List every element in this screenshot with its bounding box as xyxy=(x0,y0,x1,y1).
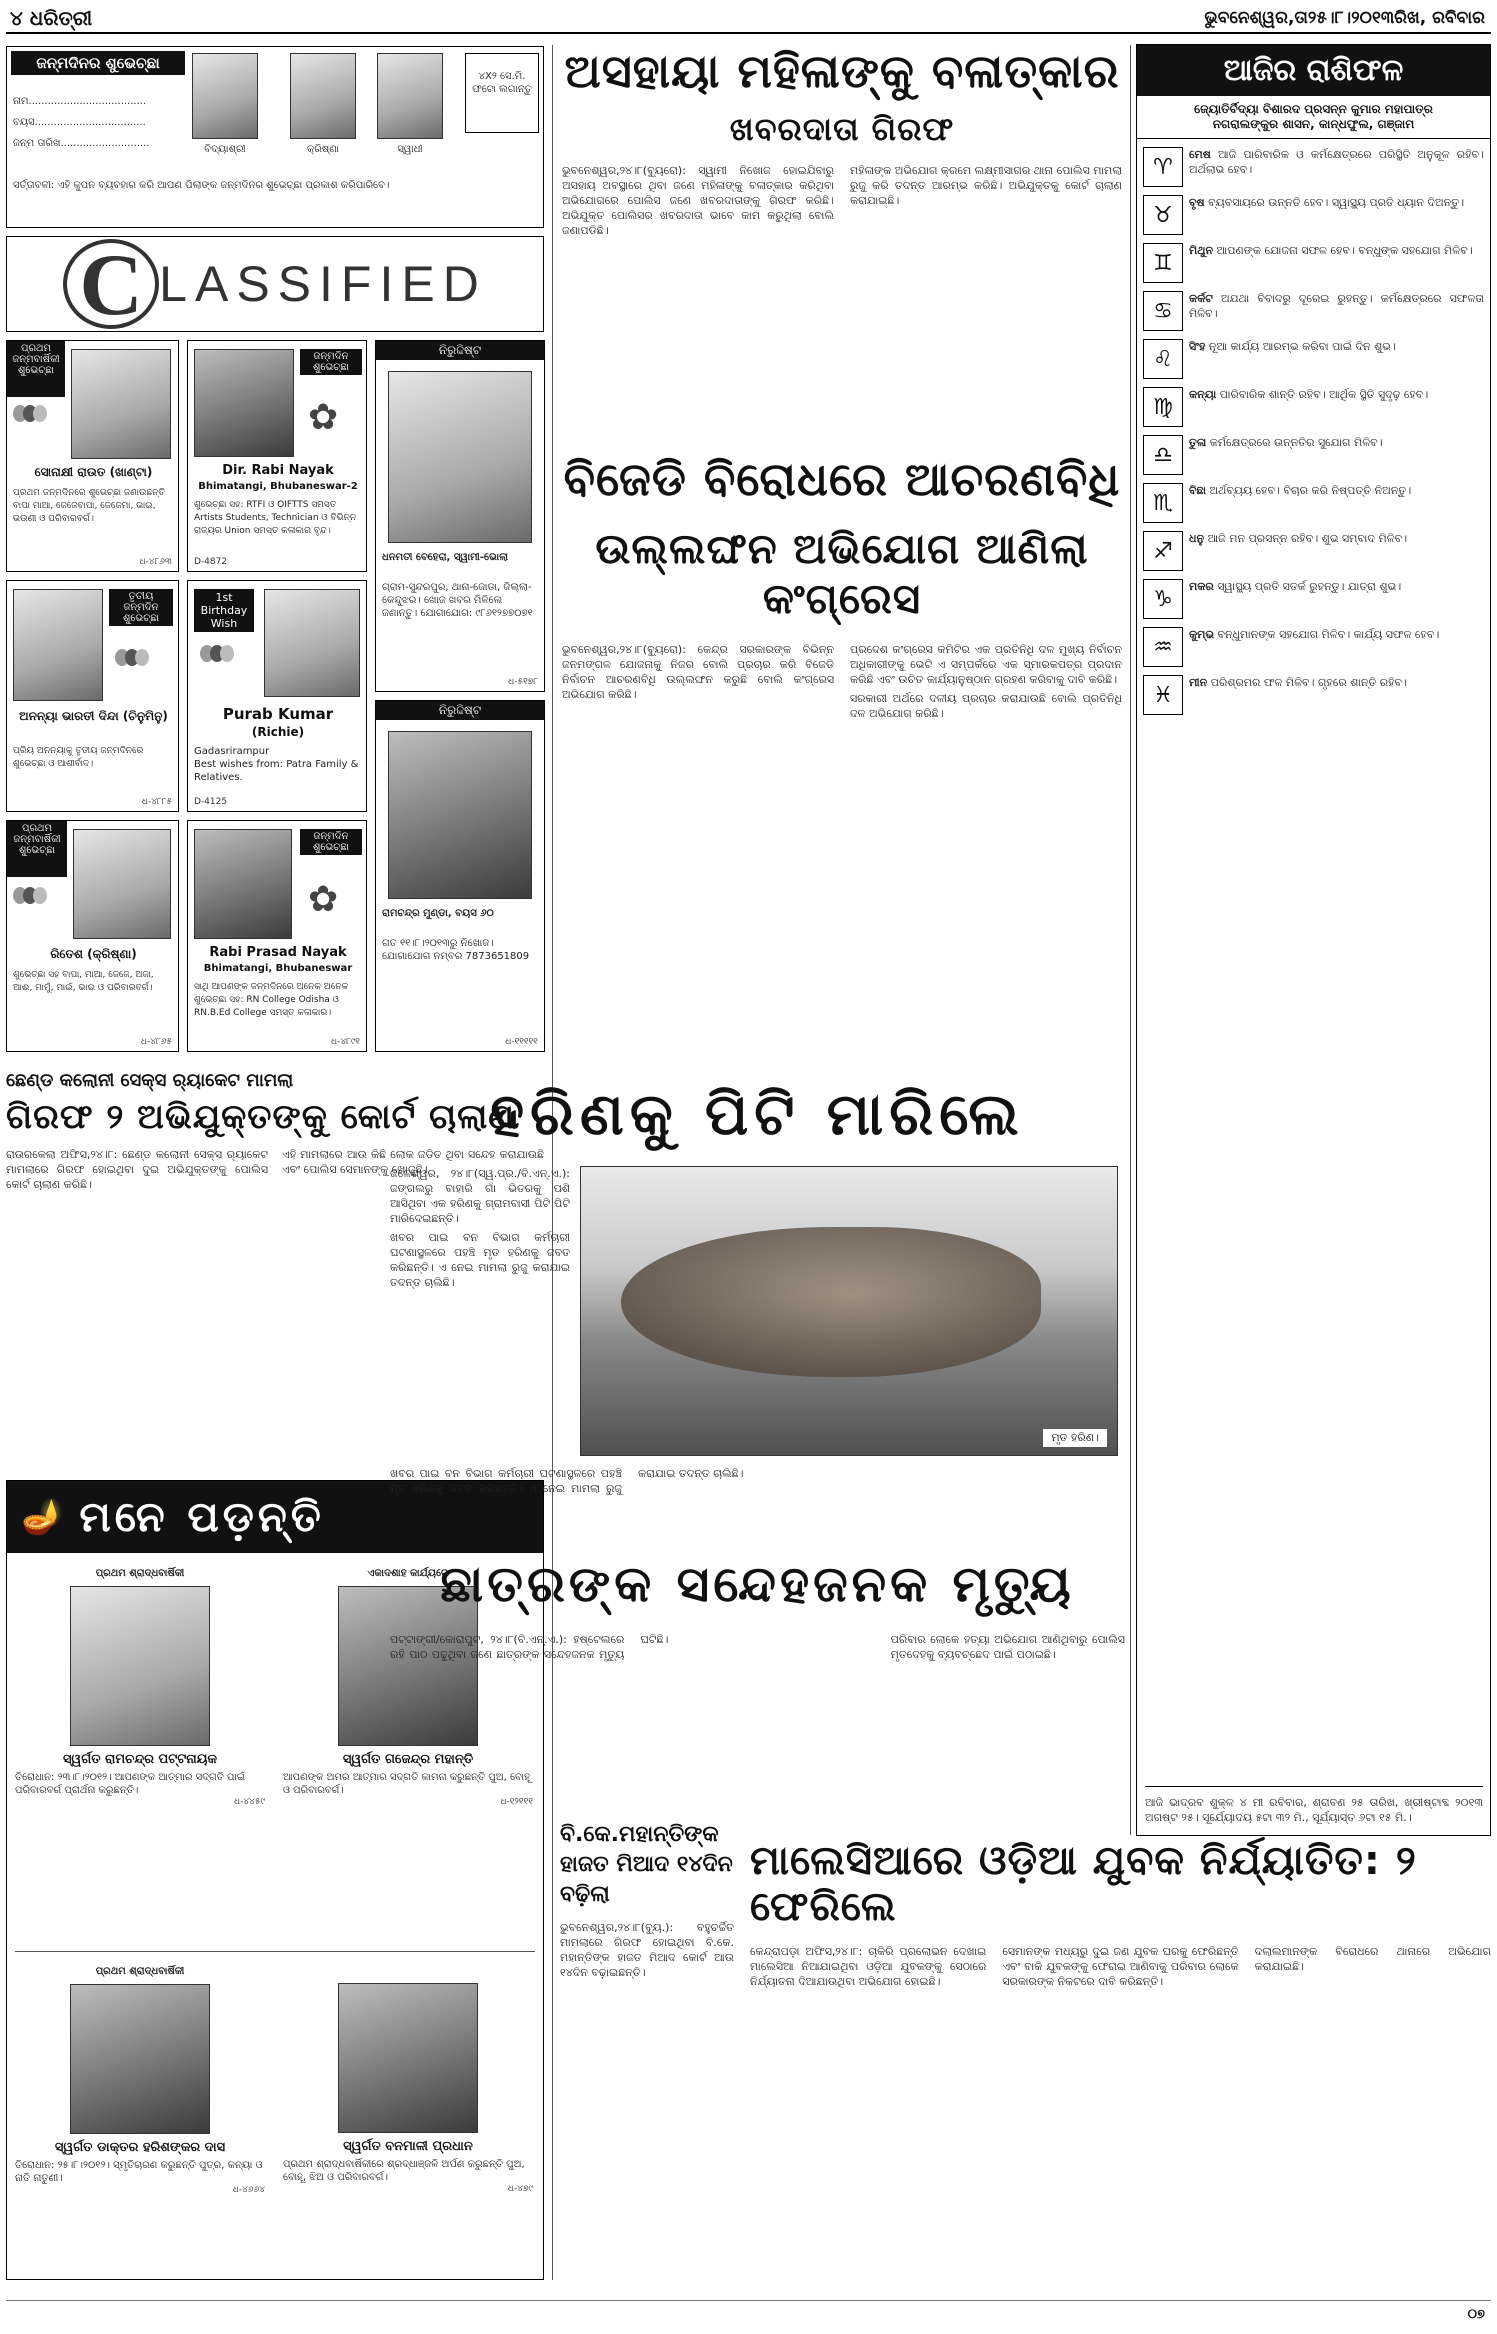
memorial-title: ମନେ ପଡ଼ନ୍ତି xyxy=(79,1492,325,1541)
balloons xyxy=(13,405,43,426)
ad-tag: ତୃତୀୟ ଜନ୍ମଦିନ ଶୁଭେଚ୍ଛା xyxy=(109,589,173,626)
ad-code: ଧ-୪୮୬୫ xyxy=(140,1037,172,1047)
birthday-form-fields xyxy=(13,87,183,158)
ad-sub: Bhimatangi, Bhubaneswar-2 xyxy=(198,481,358,492)
bjd-paragraph: ପ୍ରଦେଶ କଂଗ୍ରେସ କମିଟିର ଏକ ପ୍ରତିନିଧି ଦଳ ମୁଖ୍ୟ ନିର୍ବାଚନ ଅଧିକାରୀଙ୍କୁ ଭେଟି ଏ ସମ୍ପର୍କରେ ଏକ ସ୍ମାରକପତ୍ର ପ୍ରଦାନ କରିଛି ଏବଂ ଉଚିତ କାର୍ଯ୍ୟାନୁଷ୍ଠାନ ଗ୍ରହଣ କରିବାକୁ ଦାବି କରିଛି। xyxy=(850,643,1122,686)
rape-article xyxy=(562,44,1122,464)
gang-paragraph: ଏହି ମାମଲାରେ ଆଉ କିଛି ଲୋକ ଜଡିତ ଥିବା ସନ୍ଦେହ କରାଯାଉଛି ଏବଂ ପୋଲିସ ସେମାନଙ୍କୁ ଖୋଜୁଛି। xyxy=(282,1148,544,1176)
rashi-name: ବିଛା xyxy=(1189,484,1206,497)
memorial-name: ସ୍ୱର୍ଗତ ବନମାଳୀ ପ୍ରଧାନ xyxy=(343,2139,473,2154)
ad-tag: 1st Birthday Wish xyxy=(194,589,254,632)
bjd-headline-line2: ଉଲ୍ଲଙ୍ଘନ ଅଭିଯୋଗ ଆଣିଲା କଂଗ୍ରେସ xyxy=(595,524,1089,623)
rashi-name: ବୃଷ xyxy=(1189,196,1205,209)
malaysia-headline: ମାଲେସିଆରେ ଓଡ଼ିଆ ଯୁବକ ନିର୍ଯ୍ୟାତିତ: ୨ ଫେରିଲେ xyxy=(750,1838,1417,1930)
memorial-tag: ପ୍ରଥମ ଶ୍ରାଦ୍ଧବାର୍ଷିକୀ xyxy=(95,1966,185,1977)
rashi-entry xyxy=(1143,627,1484,667)
rashi-entry xyxy=(1143,531,1484,571)
rashi-entry xyxy=(1143,195,1484,235)
ad-tag: ପ୍ରଥମ ଜନ୍ମବାର୍ଷିକୀ ଶୁଭେଚ୍ଛା xyxy=(7,821,67,877)
rashi-name: ମୀନ xyxy=(1189,676,1208,689)
sagittarius-icon: ♐ xyxy=(1143,531,1183,571)
missing-name: ରାମଚନ୍ଦ୍ର ମୁଣ୍ଡା, ବୟସ ୬୦ xyxy=(382,908,494,919)
memorial-photo xyxy=(70,1984,210,2134)
ad-code: D-4125 xyxy=(194,797,228,807)
rashifal-list xyxy=(1137,139,1490,731)
rashi-entry xyxy=(1143,291,1484,331)
memorial-tag: ଏକାଦଶାହ କାର୍ଯ୍ୟରେ xyxy=(367,1568,449,1579)
memorial-name: ସ୍ୱର୍ଗତ ଡାକ୍ତର ହରିଶଙ୍କର ଦାସ xyxy=(54,2140,226,2155)
ad-desc: ପ୍ରିୟ ଅନନ୍ୟାକୁ ତୃତୀୟ ଜନ୍ମଦିନରେ ଶୁଭେଚ୍ଛା ଓ ଆଶୀର୍ବାଦ। xyxy=(13,746,144,769)
missing-notice xyxy=(375,340,545,692)
classified-initial: C xyxy=(63,239,159,329)
ad-card xyxy=(187,580,367,812)
birthday-form xyxy=(6,46,544,228)
deer-paragraph: ଖବର ପାଇ ବନ ବିଭାଗ କର୍ମଚାରୀ ଘଟଣାସ୍ଥଳରେ ପହଞ୍ଚି ମୃତ ହରିଣକୁ ଜବତ କରିଛନ୍ତି। ଏ ନେଇ ମାମଲା ରୁଜୁ କରାଯାଇ ତଦନ୍ତ ଚାଲିଛି। xyxy=(390,1231,570,1289)
rashi-text: ବନ୍ଧୁମାନଙ୍କ ସହଯୋଗ ମିଳିବ। କାର୍ଯ୍ୟ ସଫଳ ହେବ। xyxy=(1217,628,1440,641)
cancer-icon: ♋ xyxy=(1143,291,1183,331)
ad-tag: ଜନ୍ମଦିନ ଶୁଭେଚ୍ଛା xyxy=(300,829,362,855)
rashi-name: ମିଥୁନ xyxy=(1189,244,1214,257)
rashi-name: ମେଷ xyxy=(1189,148,1211,161)
rashi-entry xyxy=(1143,387,1484,427)
rashi-text: ଆଜି ମନ ପ୍ରସନ୍ନ ରହିବ। ଶୁଭ ସମ୍ବାଦ ମିଳିବ। xyxy=(1207,532,1408,545)
ad-photo xyxy=(71,349,171,459)
memorial-desc: ତିରୋଧାନ: ୨୩।୮।୨୦୧୨। ଆପଣଙ୍କ ଆତ୍ମାର ସଦ୍‌ଗତି ପାଇଁ ପରିବାରବର୍ଗ ପ୍ରାର୍ଥନା କରୁଛନ୍ତି। xyxy=(15,1772,246,1796)
ad-card xyxy=(6,580,179,812)
classified-banner xyxy=(6,236,544,332)
rashi-name: କନ୍ୟା xyxy=(1189,388,1217,401)
bk-headline: ବି.କେ.ମହାନ୍ତିଙ୍କ ହାଜତ ମିଆଦ ୧୪ଦିନ ବଢ଼ିଲା xyxy=(560,1822,733,1907)
rashi-text: କର୍ମକ୍ଷେତ୍ରରେ ଉନ୍ନତିର ସୁଯୋଗ ମିଳିବ। xyxy=(1209,436,1383,449)
rashi-entry xyxy=(1143,243,1484,283)
bjd-paragraph: ସରକାରୀ ଅର୍ଥରେ ଦଳୀୟ ପ୍ରଚାର କରାଯାଉଛି ବୋଲି ପ୍ରତିନିଧି ଦଳ ଅଭିଯୋଗ କରିଛି। xyxy=(850,692,1122,720)
ad-photo xyxy=(13,589,103,701)
lamp-icon: 🪔 xyxy=(21,1497,64,1537)
memorial-name: ସ୍ୱର୍ଗତ ରାମଚନ୍ଦ୍ର ପଟ୍ଟନାୟକ xyxy=(62,1752,218,1767)
leo-icon: ♌ xyxy=(1143,339,1183,379)
missing-photo xyxy=(388,731,532,899)
rashifal-author: ଜ୍ୟୋତିର୍ବିଦ୍ୟା ବିଶାରଦ ପ୍ରସନ୍ନ କୁମାର ମହାପାତ୍ର xyxy=(1194,102,1433,116)
classified-title: LASSIFIED xyxy=(159,256,487,312)
ad-name: ସୋନାକ୍ଷୀ ରାଉତ (ଖାଣ୍ଟା) xyxy=(34,465,153,479)
page-footer xyxy=(6,2300,1491,2328)
ad-desc: Gadasrirampur Best wishes from: Patra Family & Relatives. xyxy=(194,746,359,783)
ad-desc: ଶୁଭେଚ୍ଛା ସହ ବାପା, ମାଆ, ଜେଜେ, ଅଜା, ଆଈ, ମାମୁଁ, ମାଇଁ, ଭାଇ ଓ ପରିବାରବର୍ଗ। xyxy=(13,970,154,993)
memorial-photo xyxy=(338,1983,478,2133)
ad-name: Dir. Rabi Nayak xyxy=(222,463,334,478)
student-headline: ଛାତ୍ରଙ୍କ ସନ୍ଦେହଜନକ ମୃତ୍ୟୁ xyxy=(440,1555,1075,1613)
ad-code: ଧ-୪୮୬୩ xyxy=(139,557,172,567)
ad-name: ଅନନ୍ୟା ଭାରତୀ ଦିନ୍ଦା (ଚିନୁମିନୁ) xyxy=(19,709,168,723)
missing-photo xyxy=(388,371,532,543)
balloons xyxy=(13,887,43,908)
bjd-paragraph: ଭୁବନେଶ୍ୱର,୨୪।୮(ବ୍ୟୁରୋ): କେନ୍ଦ୍ର ସରକାରଙ୍କ ବିଭିନ୍ନ ଜନମଙ୍ଗଳ ଯୋଜନାକୁ ନିଜର ବୋଲି ପ୍ରଚାର କରି ବିଜେଡି ନିର୍ବାଚନ ଆଚରଣବିଧି ଉଲ୍ଲଙ୍ଘନ କରୁଛି ବୋଲି କଂଗ୍ରେସ ଅଭିଯୋଗ କରିଛି। xyxy=(562,643,834,701)
ad-sub: (Richie) xyxy=(251,725,305,739)
ad-name: ରିତେଶ (କ୍ରିଷ୍ଣା) xyxy=(50,947,137,961)
rashi-text: ଅର୍ଥବ୍ୟୟ ହେବ। ବିଚାର କରି ନିଷ୍ପତ୍ତି ନିଅନ୍ତୁ। xyxy=(1209,484,1412,497)
memorial-code: ଧ-୪୪୫୯ xyxy=(234,1797,265,1807)
memorial-code: ଧ-୪୭୯ xyxy=(507,2184,533,2194)
bjd-headline-line1: ବିଜେଡି ବିରୋଧରେ ଆଚରଣବିଧି xyxy=(563,452,1121,506)
memorial-code: ଧ-୪୬୬୪ xyxy=(232,2185,265,2195)
ad-photo xyxy=(264,589,360,697)
ad-desc: ପ୍ରଥମ ଜନ୍ମଦିନରେ ଶୁଭେଚ୍ଛା ଜଣାଉଛନ୍ତି ବାପା ମାଆ, ଜେଜେବାପା, ଜେଜେମା, ଭାଇ, ଭଉଣୀ ଓ ପରିବାରବର୍ଗ। xyxy=(13,488,165,524)
rashi-text: ଆପଣଙ୍କ ଯୋଜନା ସଫଳ ହେବ। ବନ୍ଧୁଙ୍କ ସହଯୋଗ ମିଳିବ। xyxy=(1216,244,1473,257)
missing-desc: ଗ୍ରାମ-ସୁନ୍ଦରପୁର, ଥାନା-ଜୋଡା, ଜିଲ୍ଲା-କେନ୍ଦୁଝର। ଖୋଜ ଖବର ମିଳିଲେ ଜଣାନ୍ତୁ। ଯୋଗାଯୋଗ: ୯୮୬୧୨୭୭୦୭୧ xyxy=(382,582,533,619)
bjd-article xyxy=(562,452,1122,1052)
gang-paragraph: ରାଉରକେଲା ଅଫିସ,୨୪।୮: ଛେଣ୍ଡ କଲୋନୀ ସେକ୍ସ ର‍୍ୟାକେଟ ମାମଲାରେ ଗିରଫ ହୋଇଥିବା ଦୁଇ ଅଭିଯୁକ୍ତଙ୍କୁ ପୋଲିସ କୋର୍ଟ ଚାଲାଣ କରିଛି। xyxy=(6,1148,268,1191)
deer-photo xyxy=(580,1166,1118,1456)
aquarius-icon: ♒ xyxy=(1143,627,1183,667)
malaysia-paragraph: ଦଲାଲମାନଙ୍କ ବିରୋଧରେ ଥାନାରେ ଅଭିଯୋଗ କରାଯାଇଛି। xyxy=(1254,1945,1491,1973)
gang-kicker: ଛେଣ୍ଡ କଲୋନୀ ସେକ୍ସ ର‍୍ୟାକେଟ ମାମଲା xyxy=(6,1070,294,1091)
ad-card xyxy=(187,820,367,1052)
balloons xyxy=(115,649,145,670)
rashifal-title: ଆଜିର ରାଶିଫଳ xyxy=(1137,45,1490,96)
rashi-name: ମକର xyxy=(1189,580,1214,593)
balloons xyxy=(200,645,230,666)
memorial-name: ସ୍ୱର୍ଗତ ଗଜେନ୍ଦ୍ର ମହାନ୍ତି xyxy=(342,1752,474,1767)
deer-paragraph: ଜଳେଶ୍ୱର, ୨୪।୮(ସ୍ୱ.ପ୍ର./ବି.ଏନ୍‌.ଏ.): ଜଙ୍ଗଲରୁ ବାହାରି ଗାଁ ଭିତରକୁ ପଶି ଆସିଥିବା ଏକ ହରିଣକୁ ଗ୍ରାମବାସୀ ପିଟି ପିଟି ମାରିଦେଇଛନ୍ତି। xyxy=(390,1167,570,1225)
rashi-entry xyxy=(1143,579,1484,619)
ad-name: Purab Kumar xyxy=(222,705,334,723)
memorial-card xyxy=(15,1567,265,1807)
capricorn-icon: ♑ xyxy=(1143,579,1183,619)
rashi-entry xyxy=(1143,675,1484,715)
rape-subhead: ଖବରଦାତା ଗିରଫ xyxy=(729,110,955,148)
missing-code: ଧ-୫୧୭୮ xyxy=(508,677,538,687)
rape-paragraph: ମହିଳାଙ୍କ ଅଭିଯୋଗ କ୍ରମେ ଲକ୍ଷ୍ମୀସାଗର ଥାନା ପୋଲିସ ମାମଲା ରୁଜୁ କରି ତଦନ୍ତ ଆରମ୍ଭ କରିଛି। ଅଭିଯୁକ୍ତକୁ କୋର୍ଟ ଚାଲାଣ କରାଯାଇଛି। xyxy=(850,164,1122,207)
ad-name: Rabi Prasad Nayak xyxy=(209,945,347,960)
gang-headline: ଗିରଫ ୨ ଅଭିଯୁକ୍ତଙ୍କୁ କୋର୍ଟ ଚାଲାଣ xyxy=(6,1097,515,1137)
bk-article xyxy=(552,1820,742,2280)
kid-name: କ୍ରିଷ୍ଣା xyxy=(306,144,340,155)
rape-headline: ଅସହାୟା ମହିଳାଙ୍କୁ ବଳାତ୍କାର xyxy=(564,44,1120,98)
ad-tag: ଜନ୍ମଦିନ ଶୁଭେଚ୍ଛା xyxy=(300,349,362,375)
page-number: ୦୭ xyxy=(1467,2307,1485,2322)
birthdate-field[interactable]: ଜନ୍ମ ତାରିଖ............................ xyxy=(13,138,150,149)
flower-icon: ✿ xyxy=(308,397,339,438)
birthday-form-title: ଜନ୍ମଦିନର ଶୁଭେଚ୍ଛା xyxy=(11,51,185,75)
rashi-text: ପାରିବାରିକ ଶାନ୍ତି ରହିବ। ଆର୍ଥିକ ସ୍ଥିତି ସୁଦୃଢ଼ ହେବ। xyxy=(1219,388,1429,401)
ad-card xyxy=(6,820,179,1052)
missing-name: ଧନମତୀ ବେହେରା, ସ୍ୱାମୀ-ଭୋଲା xyxy=(382,552,509,563)
student-article xyxy=(390,1555,1125,1815)
kid-photo xyxy=(377,53,443,139)
flower-icon: ✿ xyxy=(308,879,339,920)
photo-size-note: ୪X୨ ସେ.ମି. ଫଟୋ ଲଗାନ୍ତୁ xyxy=(465,53,539,133)
rashi-text: ଆଜି ପାରିବାରିକ ଓ କର୍ମକ୍ଷେତ୍ରରେ ପରିସ୍ଥିତି ଅନୁକୂଳ ରହିବ। ଅର୍ଥଲାଭ ହେବ। xyxy=(1189,148,1485,176)
malaysia-article xyxy=(750,1838,1491,2278)
rashi-name: ସିଂହ xyxy=(1189,340,1206,353)
date-line: ଭୁବନେଶ୍ୱର,ତା୨୫।୮।୨୦୧୩ରିଖ, ରବିବାର xyxy=(1204,8,1485,28)
rashifal-place: ନଗରାଲଙ୍କୁର ଶାସନ, କାନ୍ଧଫୁଲ, ଗଞ୍ଜାମ xyxy=(1137,117,1490,139)
panjika-text: ଆଜି ଭାଦ୍ରବ ଶୁକ୍ଳ ୪ ମୀ ରବିବାର, ଶ୍ରାବଣ ୨୫ ତାରିଖ, ଖ୍ରୀଷ୍ଟାବ୍ଦ ୨୦୧୩ ଅଗଷ୍ଟ ୨୫। ସୂର୍ଯ୍ୟୋଦୟ ୫ଟା ୩୨ ମି., ସୂର୍ଯ୍ୟାସ୍ତ ୬ଟା ୧୫ ମି.। xyxy=(1145,1786,1483,1825)
ad-code: ଧ-୪୮୮୫ xyxy=(141,797,172,807)
rashi-text: ପରିଶ୍ରମର ଫଳ ମିଳିବ। ଗୃହରେ ଶାନ୍ତି ରହିବ। xyxy=(1210,676,1408,689)
ad-desc: ସାଥି ଆପଣଙ୍କ ଜନ୍ମଦିନରେ ଅନେକ ଅନେକ ଶୁଭେଚ୍ଛା ସହ: RN College Odisha ଓ RN.B.Ed College ସମସ୍ତ କଳାକାର। xyxy=(194,982,349,1018)
rashi-text: ବ୍ୟବସାୟରେ ଉନ୍ନତି ହେବ। ସ୍ୱାସ୍ଥ୍ୟ ପ୍ରତି ଧ୍ୟାନ ଦିଅନ୍ତୁ। xyxy=(1208,196,1465,209)
ad-photo xyxy=(194,349,294,457)
ad-photo xyxy=(194,829,292,939)
malaysia-paragraph: କେନ୍ଦ୍ରାପଡ଼ା ଅଫିସ,୨୪।୮: ଚାକିରି ପ୍ରଲୋଭନ ଦେଖାଇ ମାଲେସିଆ ନିଆଯାଇଥିବା ଓଡ଼ିଆ ଯୁବକଙ୍କୁ ସେଠାରେ ନିର୍ଯ୍ୟାତନା ଦିଆଯାଉଥିବା ଅଭିଯୋଗ ହୋଇଛି। xyxy=(750,1945,987,1988)
ad-code: D-4872 xyxy=(194,557,228,567)
kid-photo xyxy=(290,53,356,139)
ad-desc: ଶୁଭେଚ୍ଛା ସହ: RTFI ଓ OIFTTS ସମସ୍ତ Artists Students, Technician ଓ ବିଭିନ୍ନ ରାଜ୍ୟର Union ସମସ୍ତ କଳାକାର ବୃନ୍ଦ। xyxy=(194,500,357,536)
kid-photo xyxy=(192,53,258,139)
memorial-desc: ତିରୋଧାନ: ୨୫।୮।୨୦୧୨। ସ୍ମୃତିଚାରଣ କରୁଛନ୍ତି ପୁତ୍ର, କନ୍ୟା ଓ ନାତି ନାତୁଣୀ। xyxy=(15,2160,263,2184)
rashi-name: କର୍କଟ xyxy=(1189,292,1213,305)
deer-paragraph: ଖବର ପାଇ ବନ ବିଭାଗ କର୍ମଚାରୀ ଘଟଣାସ୍ଥଳରେ ପହଞ୍ଚି ମୃତ ହରିଣକୁ ଜବତ କରିଛନ୍ତି। ଏ ନେଇ ମାମଲା ରୁଜୁ କରାଯାଇ ତଦନ୍ତ ଚାଲିଛି। xyxy=(390,1467,744,1495)
kid-name: ସ୍ୱାଧୀ xyxy=(397,144,423,155)
missing-code: ଧ-୧୧୧୧୧ xyxy=(505,1037,538,1047)
scorpio-icon: ♏ xyxy=(1143,483,1183,523)
memorial-card xyxy=(283,1965,533,2194)
name-field[interactable]: ନାମ..................................... xyxy=(13,96,147,107)
rape-paragraph: ଭୁବନେଶ୍ୱର,୨୪।୮(ବ୍ୟୁରୋ): ସ୍ୱାମୀ ନିଖୋଜ ହୋଇଯିବାରୁ ଅସହାୟ ଅବସ୍ଥାରେ ଥିବା ଜଣେ ମହିଳାଙ୍କୁ ବଳାତ୍କାର କରିଥିବା ଅଭିଯୋଗରେ ପୋଲିସ ଜଣେ ଖବରଦାତାଙ୍କୁ ଗିରଫ କରିଛି। ଅଭିଯୁକ୍ତ ପୋଲିସର ଖବରଦାତା ଭାବେ କାମ କରୁଥିଲା ବୋଲି ଜଣାପଡିଛି। xyxy=(562,164,834,237)
student-paragraph: ପରିବାର ଲୋକେ ହତ୍ୟା ଅଭିଯୋଗ ଆଣିଥିବାରୁ ପୋଲିସ ମୃତଦେହକୁ ବ୍ୟବଚ୍ଛେଦ ପାଇଁ ପଠାଇଛି। xyxy=(890,1633,1125,1661)
ad-photo xyxy=(73,829,171,939)
gemini-icon: ♊ xyxy=(1143,243,1183,283)
deer-photo-caption: ମୃତ ହରିଣ। xyxy=(1043,1429,1107,1447)
rashi-text: ନୂଆ କାର୍ଯ୍ୟ ଆରମ୍ଭ କରିବା ପାଇଁ ଦିନ ଶୁଭ। xyxy=(1208,340,1396,353)
ad-code: ଧ-୪୮୯୧ xyxy=(331,1037,360,1047)
rashi-text: ସ୍ୱାସ୍ଥ୍ୟ ପ୍ରତି ସତର୍କ ରୁହନ୍ତୁ। ଯାତ୍ରା ଶୁଭ। xyxy=(1217,580,1402,593)
deer-silhouette xyxy=(621,1227,1041,1377)
birthday-form-note: ସର୍ତ୍ତାବଳୀ: ଏହି କୁପନ ବ୍ୟବହାର କରି ଆପଣ ପିଲାଙ୍କ ଜନ୍ମଦିନର ଶୁଭେଚ୍ଛା ପ୍ରକାଶ କରିପାରିବେ। xyxy=(13,180,390,191)
memorial-desc: ପ୍ରଥମ ଶ୍ରାଦ୍ଧବାର୍ଷିକୀରେ ଶ୍ରଦ୍ଧାଞ୍ଜଳି ଅର୍ପଣ କରୁଛନ୍ତି ପୁଅ, ବୋହୂ, ଝିଅ ଓ ପରିବାରବର୍ଗ। xyxy=(283,2159,525,2183)
deer-headline: ହରିଣକୁ ପିଟି ମାରିଲେ xyxy=(490,1080,1025,1148)
rashi-name: ତୁଳା xyxy=(1189,436,1207,449)
rashi-name: କୁମ୍ଭ xyxy=(1189,628,1215,641)
ad-card xyxy=(187,340,367,572)
rashi-entry xyxy=(1143,483,1484,523)
pisces-icon: ♓ xyxy=(1143,675,1183,715)
student-paragraph: ପଟ୍ଟାଙ୍ଗୀ/କୋରାପୁଟ, ୨୪।୮(ବି.ଏନ୍‌.ଏ.): ହଷ୍ଟେଲରେ ରହି ପାଠ ପଢୁଥିବା ଜଣେ ଛାତ୍ରଙ୍କ ସନ୍ଦେହଜନକ ମୃତ୍ୟୁ ଘଟିଛି। xyxy=(390,1633,669,1661)
missing-tag: ନିରୁଦ୍ଦିଷ୍ଟ xyxy=(376,701,544,720)
age-field[interactable]: ବୟସ................................... xyxy=(13,117,146,128)
page-label: ୪ ଧରିତ୍ରୀ xyxy=(10,6,93,30)
ad-tag: ପ୍ରଥମ ଜନ୍ମବାର୍ଷିକୀ ଶୁଭେଚ୍ଛା xyxy=(7,341,65,397)
memorial-tag: ପ୍ରଥମ ଶ୍ରାଦ୍ଧବାର୍ଷିକୀ xyxy=(95,1568,185,1579)
memorial-desc: ଆପଣଙ୍କ ଅମର ଆତ୍ମାର ସଦ୍‌ଗତି କାମନା କରୁଛନ୍ତି ପୁଅ, ବୋହୂ ଓ ପରିବାରବର୍ଗ। xyxy=(283,1772,530,1796)
rashi-name: ଧନୁ xyxy=(1189,532,1205,545)
deer-article xyxy=(390,1080,1125,1550)
ad-card xyxy=(6,340,179,572)
missing-notice xyxy=(375,700,545,1052)
rashi-text: ଅଯଥା ବିବାଦରୁ ଦୂରେଇ ରୁହନ୍ତୁ। କର୍ମକ୍ଷେତ୍ରରେ ସଫଳତା ମିଳିବ। xyxy=(1189,292,1485,320)
rashi-entry xyxy=(1143,339,1484,379)
malaysia-paragraph: ସେମାନଙ୍କ ମଧ୍ୟରୁ ଦୁଇ ଜଣ ଯୁବକ ଘରକୁ ଫେରିଛନ୍ତି ଏବଂ ବାକି ଯୁବକଙ୍କୁ ଫେରାଇ ଆଣିବାକୁ ପରିବାର ଲୋକେ ସରକାରଙ୍କ ନିକଟରେ ଦାବି କରିଛନ୍ତି। xyxy=(1002,1945,1239,1988)
rashifal-section xyxy=(1136,44,1491,1836)
missing-desc: ଗତ ୧୧।୮।୨୦୧୩ରୁ ନିଖୋଜ। ଯୋଗାଯୋଗ ନମ୍ବର 7873651809 xyxy=(382,938,530,962)
memorial-code: ଧ-୧୨୧୧୧ xyxy=(500,1797,533,1807)
bk-paragraph: ଭୁବନେଶ୍ୱର,୨୪।୮(ବ୍ୟୁ.): ବହୁଚର୍ଚ୍ଚିତ ମାମଲାରେ ଗିରଫ ହୋଇଥିବା ବି.କେ. ମହାନ୍ତିଙ୍କ ହାଜତ ମିଆଦ କୋର୍ଟ ଆଉ ୧୪ଦିନ ବଢ଼ାଇଛନ୍ତି। xyxy=(560,1921,734,1979)
missing-tag: ନିରୁଦ୍ଦିଷ୍ଟ xyxy=(376,341,544,360)
rashi-entry xyxy=(1143,147,1484,187)
page-header xyxy=(6,2,1491,34)
aries-icon: ♈ xyxy=(1143,147,1183,187)
libra-icon: ♎ xyxy=(1143,435,1183,475)
memorial-card xyxy=(15,1965,265,2195)
rashi-entry xyxy=(1143,435,1484,475)
ad-sub: Bhimatangi, Bhubaneswar xyxy=(203,963,353,974)
memorial-photo xyxy=(70,1586,210,1746)
memorial-divider xyxy=(15,1951,535,1952)
column-rule xyxy=(1130,45,1131,1835)
kid-name: ବିଦ୍ୟାଶ୍ରୀ xyxy=(204,144,246,155)
taurus-icon: ♉ xyxy=(1143,195,1183,235)
virgo-icon: ♍ xyxy=(1143,387,1183,427)
